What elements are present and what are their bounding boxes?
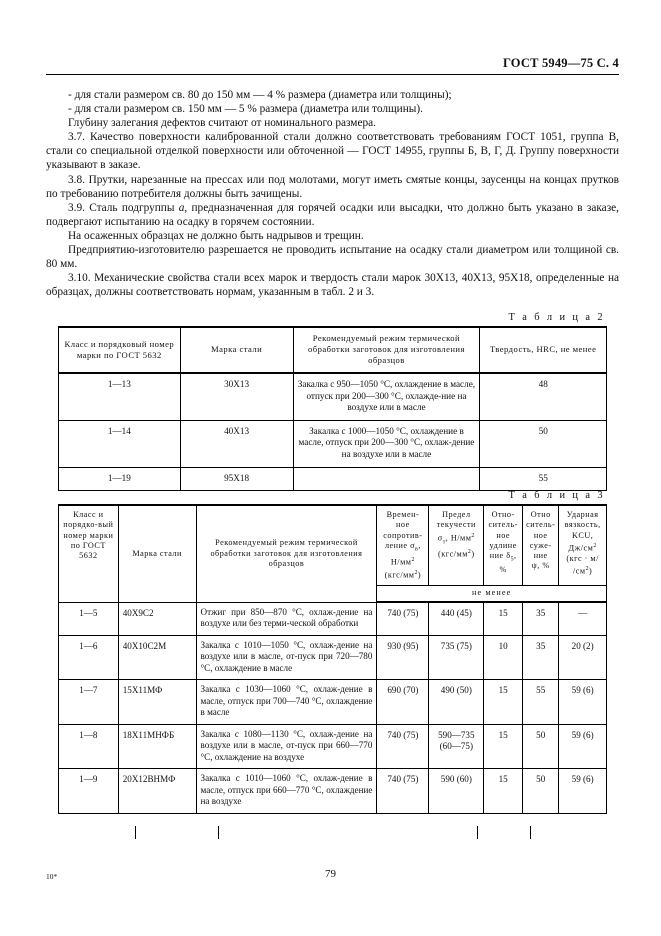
table-row xyxy=(59,420,607,467)
cell-class-no: 1—5 xyxy=(59,602,119,635)
reduc-line-2: ситель- xyxy=(526,520,556,530)
page-number: 79 xyxy=(325,868,336,880)
cell-regime-text: Закалка с 1030—1060 °С, охлаж-дение в масле, отпуск при 700—740 °С, охлаждение в масле xyxy=(200,684,373,718)
yield-kgf-exponent: 2 xyxy=(467,549,472,556)
paragraph-size-80-150: - для стали размером св. 80 до 150 мм — 4 % размера (диаметра или толщины); xyxy=(68,89,452,101)
cell-elongation: 15 xyxy=(484,769,523,814)
cell-tensile: 930 (95) xyxy=(377,635,429,680)
reduc-line-1: Отно xyxy=(530,510,551,519)
cell-class-no: 1—19 xyxy=(59,467,181,491)
cell-grade: 95Х18 xyxy=(180,467,293,491)
elong-line-2: ситель- xyxy=(488,520,518,530)
table-3-col-yield-strength: Предел текучести $\sigma_т$, $Н/мм^2$ $(кгс/мм^2)$ xyxy=(429,505,484,585)
table-2-col-regime: Рекомендуемый режим термической обработки заготовок для изготовления образцов xyxy=(293,327,480,373)
paragraph-upset-samples: На осаженных образцах не должно быть надрывов и трещин. xyxy=(68,229,364,242)
cell-class-no: 1—8 xyxy=(59,724,119,769)
tensile-line-4: ление σ xyxy=(384,540,416,550)
cell-regime xyxy=(293,467,480,491)
table-3-col-reduction xyxy=(523,505,559,585)
elong-delta-subscript: 5 xyxy=(510,556,515,563)
cell-class-no: 1—6 xyxy=(59,635,119,680)
standard-reference: ГОСТ 5949—75 С. 4 xyxy=(502,56,619,70)
paragraph-defect-depth: Глубину залегания дефектов считают от номинального размера. xyxy=(68,117,376,130)
reduc-line-5: ние xyxy=(533,551,548,561)
cell-impact: 20 (2) xyxy=(559,635,607,680)
cell-regime-text: Отжиг при 850—870 °С, охлаж-дение на воздухе или без терми-ческой обработки xyxy=(200,606,373,629)
cell-regime: Закалка с 1000—1050 °С, охлаждение в масле, отпуск при 200—300 °С, охлаж-дение на воздухе или в масле xyxy=(293,420,480,467)
cell-regime xyxy=(196,635,377,680)
impact-line-5: (кгс · м/ xyxy=(566,553,599,563)
table-3-col-regime: Рекомендуемый режим термической обработки заготовок для изготовления образцов xyxy=(196,505,377,602)
table-2-col-grade: Марка стали xyxy=(180,327,293,373)
table-3-not-less-label: не менее xyxy=(377,585,607,602)
table-3 xyxy=(58,504,607,814)
table-row xyxy=(59,467,607,491)
impact-line-4: Дж/см xyxy=(568,543,594,553)
tensile-kgf-exponent: 2 xyxy=(414,569,418,576)
impact-line-3: KCU, xyxy=(571,530,594,540)
cell-elongation: 15 xyxy=(484,724,523,769)
cell-regime xyxy=(196,602,377,635)
cell-regime-text: Закалка с 1010—1050 °С, охлаж-дение на воздухе или в масле, от-пуск при 720—780 °С, охлаждение в масле xyxy=(200,639,373,673)
table-3-col-class: Класс и порядко-вый номер марки по ГОСТ 5632 xyxy=(59,505,119,602)
cell-impact: 59 (6) xyxy=(559,680,607,725)
cell-hardness: 55 xyxy=(480,467,607,491)
table-3-caption: Т а б л и ц а 3 xyxy=(508,490,605,501)
tensile-line-5: Н/мм xyxy=(390,557,412,567)
cell-elongation: 15 xyxy=(484,602,523,635)
elong-line-3: ное xyxy=(496,530,511,540)
cell-yield: 590—735 (60—75) xyxy=(429,724,484,769)
tensile-line-1: Времен- xyxy=(386,510,420,519)
table-row xyxy=(59,635,607,680)
cell-reduction: 35 xyxy=(523,602,559,635)
paragraph-3-9-suffix: , предназначенная для горячей осадки или высадки, что должно быть указано в заказе, подвергают испытанию на осадку в горячем состоянии. xyxy=(46,201,619,228)
tensile-sigma-subscript: в xyxy=(415,546,419,553)
page-header xyxy=(46,56,619,75)
tensile-line-2: ное xyxy=(396,520,410,530)
impact-unit-exponent: 2 xyxy=(593,542,597,549)
table-2-col-class: Класс и порядковый номер марки по ГОСТ 5632 xyxy=(59,327,181,373)
cell-grade: 40Х9С2 xyxy=(118,602,196,635)
impact-kgf-exponent: 2 xyxy=(585,566,590,573)
paragraph-3-8: 3.8. Прутки, нарезанные на прессах или под молотами, могут иметь смятые концы, заусенцы на концах прутков по требованию потребителя должны быть зачищены. xyxy=(46,173,619,200)
cell-regime xyxy=(196,769,377,814)
cell-tensile: 740 (75) xyxy=(377,769,429,814)
cell-reduction: 50 xyxy=(523,769,559,814)
crop-mark xyxy=(477,826,478,839)
table-row xyxy=(59,680,607,725)
cell-yield: 735 (75) xyxy=(429,635,484,680)
cell-class-no: 1—13 xyxy=(59,373,181,420)
table-2-header-row xyxy=(59,327,607,373)
cell-class-no: 1—14 xyxy=(59,420,181,467)
cell-impact: — xyxy=(559,602,607,635)
cell-elongation: 10 xyxy=(484,635,523,680)
crop-mark xyxy=(135,826,136,839)
cell-hardness: 50 xyxy=(480,420,607,467)
cell-tensile: 740 (75) xyxy=(377,602,429,635)
footer-signature-mark: 10* xyxy=(46,872,58,881)
paragraph-3-9 xyxy=(46,201,619,229)
yield-sigma: σ xyxy=(437,533,443,543)
tensile-unit-exponent: 2 xyxy=(411,556,415,563)
cell-impact: 59 (6) xyxy=(559,769,607,814)
cell-grade: 18Х11МНФБ xyxy=(118,724,196,769)
yield-line-2: текучести xyxy=(436,520,476,530)
cell-reduction: 35 xyxy=(523,635,559,680)
cell-grade: 30Х13 xyxy=(180,373,293,420)
table-row xyxy=(59,724,607,769)
paragraph-3-10: 3.10. Механические свойства стали всех марок и твердость стали марок 30Х13, 40Х13, 95Х18, определенные на образцах, должны соответствовать нормам, указанным в табл. 2 и 3. xyxy=(46,272,619,299)
paragraph-size-over-150: - для стали размером св. 150 мм — 5 % размера (диаметра или толщины). xyxy=(68,103,423,116)
subgroup-letter: а xyxy=(178,201,185,214)
cell-hardness: 48 xyxy=(480,373,607,420)
table-3-col-grade: Марка стали xyxy=(118,505,196,602)
cell-class-no: 1—9 xyxy=(59,769,119,814)
elong-line-5: ние δ xyxy=(489,551,511,561)
impact-line-1: Ударная xyxy=(566,510,599,519)
table-2-caption: Т а б л и ц а 2 xyxy=(508,312,605,323)
table-3-col-impact-toughness: Ударная вязкость, KCU, $Дж/см^2$ (кгс · м/ $/см^2$) xyxy=(559,505,607,585)
cell-grade: 40Х10С2М xyxy=(118,635,196,680)
yield-unit: , Н/мм xyxy=(445,533,472,543)
yield-line-1: Предел xyxy=(442,510,471,519)
cell-elongation: 15 xyxy=(484,680,523,725)
crop-mark xyxy=(218,826,219,839)
tensile-line-3: сопротив- xyxy=(383,530,423,540)
table-3-block xyxy=(58,490,607,814)
cell-regime xyxy=(196,680,377,725)
cell-impact: 59 (6) xyxy=(559,724,607,769)
cell-yield: 590 (60) xyxy=(429,769,484,814)
table-2 xyxy=(58,326,607,491)
cell-grade: 15Х11МФ xyxy=(118,680,196,725)
cell-yield: 490 (50) xyxy=(429,680,484,725)
cell-yield: 440 (45) xyxy=(429,602,484,635)
cell-grade: 20Х12ВНМФ xyxy=(118,769,196,814)
cell-tensile: 740 (75) xyxy=(377,724,429,769)
body-text-block xyxy=(46,88,619,299)
reduc-line-6: ψ, % xyxy=(531,561,550,571)
paragraph-manufacturer: Предприятию-изготовителю разрешается не проводить испытание на осадку стали диаметром или толщиной св. 80 мм. xyxy=(46,244,619,271)
paragraph-3-7: 3.7. Качество поверхности калиброванной стали должно соответствовать требованиям ГОСТ 1051, группа В, стали со специальной отделкой поверхности или обточенной — ГОСТ 14955, группы Б, В, Г, Д. Группу поверхности указывают в заказе. xyxy=(46,131,619,172)
cell-reduction: 55 xyxy=(523,680,559,725)
impact-line-6: /см xyxy=(573,566,586,576)
table-3-col-elongation: Отно- ситель- ное удлине ние $\delta_5$, % xyxy=(484,505,523,585)
cell-class-no: 1—7 xyxy=(59,680,119,725)
cell-regime: Закалка с 950—1050 °С, охлаждение в масле, отпуск при 200—300 °С, охлажде-ние на воздухе или в масле xyxy=(293,373,480,420)
table-3-col-tensile-strength: Времен- ное сопротив- ление $\sigma_в$, $Н/мм^2$ $(кгс/мм^2)$ xyxy=(377,505,429,585)
table-row xyxy=(59,373,607,420)
table-3-header-row xyxy=(59,505,607,585)
yield-unit-exponent: 2 xyxy=(471,532,475,539)
reduc-line-4: суже- xyxy=(529,540,552,550)
elong-line-1: Отно- xyxy=(491,510,515,519)
cell-regime-text: Закалка с 1010—1060 °С, охлаж-дение в масле, отпуск при 660—770 °С, охлаждение на воздухе xyxy=(200,773,373,807)
table-row xyxy=(59,602,607,635)
crop-mark xyxy=(530,826,531,839)
table-2-block xyxy=(58,312,607,491)
impact-line-2: вязкость, xyxy=(564,520,601,530)
cell-regime-text: Закалка с 1080—1130 °С, охлаж-дение на воздухе или в масле, от-пуск при 660—770 °С, охлаждение на воздухе xyxy=(200,728,373,762)
tensile-line-6: (кгс/мм xyxy=(384,570,415,580)
cell-tensile: 690 (70) xyxy=(377,680,429,725)
yield-line-4: (кгс/мм xyxy=(438,550,468,559)
elong-line-4: удлине xyxy=(489,540,517,550)
reduc-line-3: ное xyxy=(533,530,548,540)
table-row xyxy=(59,769,607,814)
cell-grade: 40Х13 xyxy=(180,420,293,467)
table-2-col-hardness: Твердость, HRC, не менее xyxy=(480,327,607,373)
yield-sigma-subscript: т xyxy=(442,538,446,545)
cell-regime xyxy=(196,724,377,769)
cell-reduction: 50 xyxy=(523,724,559,769)
elong-line-6: % xyxy=(499,565,507,575)
paragraph-3-9-prefix: 3.9. Сталь подгруппы xyxy=(68,201,179,214)
